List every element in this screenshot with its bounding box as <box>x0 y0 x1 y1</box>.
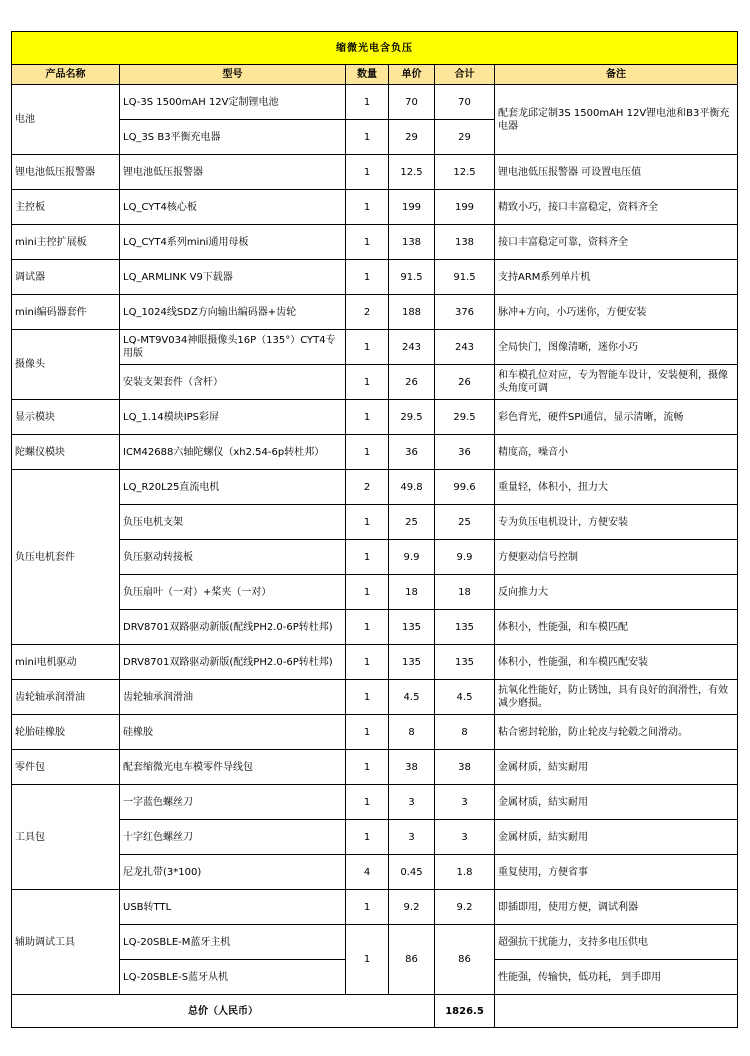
note-cell: 接口丰富稳定可靠，资料齐全 <box>495 225 738 260</box>
qty-cell: 1 <box>346 400 389 435</box>
unit-price-cell: 135 <box>389 610 435 645</box>
table-row <box>12 785 738 820</box>
subtotal-cell: 8 <box>435 715 495 750</box>
unit-price-cell: 38 <box>389 750 435 785</box>
subtotal-cell: 4.5 <box>435 680 495 715</box>
product-name: 辅助调试工具 <box>12 890 120 995</box>
model-cell: 安装支架套件（含杆） <box>120 365 346 400</box>
table-row <box>12 85 738 120</box>
unit-price-cell: 243 <box>389 330 435 365</box>
table-row <box>12 435 738 470</box>
note-cell: 精致小巧，接口丰富稳定，资料齐全 <box>495 190 738 225</box>
unit-price-cell: 25 <box>389 505 435 540</box>
unit-price-cell: 3 <box>389 785 435 820</box>
note-cell: 粘合密封轮胎，防止轮皮与轮毂之间滑动。 <box>495 715 738 750</box>
unit-price-cell: 188 <box>389 295 435 330</box>
qty-cell: 1 <box>346 820 389 855</box>
note-cell: 即插即用，使用方便，调试利器 <box>495 890 738 925</box>
qty-cell: 1 <box>346 365 389 400</box>
model-cell: LQ_R20L25直流电机 <box>120 470 346 505</box>
subtotal-cell: 3 <box>435 820 495 855</box>
unit-price-cell: 86 <box>389 925 435 995</box>
model-cell: 尼龙扎带(3*100) <box>120 855 346 890</box>
header-note: 备注 <box>495 65 738 85</box>
unit-price-cell: 199 <box>389 190 435 225</box>
product-name: 摄像头 <box>12 330 120 400</box>
subtotal-cell: 9.2 <box>435 890 495 925</box>
table-row <box>12 925 738 960</box>
product-name: 齿轮轴承润滑油 <box>12 680 120 715</box>
product-name: 陀螺仪模块 <box>12 435 120 470</box>
sheet-title: 缩微光电含负压 <box>12 32 738 65</box>
qty-cell: 1 <box>346 120 389 155</box>
subtotal-cell: 243 <box>435 330 495 365</box>
subtotal-cell: 26 <box>435 365 495 400</box>
unit-price-cell: 29.5 <box>389 400 435 435</box>
unit-price-cell: 138 <box>389 225 435 260</box>
note-cell: 精度高，噪音小 <box>495 435 738 470</box>
qty-cell: 1 <box>346 330 389 365</box>
product-name: 工具包 <box>12 785 120 890</box>
header-unit-price: 单价 <box>389 65 435 85</box>
subtotal-cell: 3 <box>435 785 495 820</box>
unit-price-cell: 29 <box>389 120 435 155</box>
subtotal-cell: 29.5 <box>435 400 495 435</box>
model-cell: DRV8701双路驱动新版(配线PH2.0-6P转杜邦) <box>120 645 346 680</box>
table-row <box>12 680 738 715</box>
qty-cell: 1 <box>346 890 389 925</box>
total-note-empty <box>495 995 738 1028</box>
note-cell: 金属材质，結实耐用 <box>495 820 738 855</box>
model-cell: 配套缩微光电车模零件导线包 <box>120 750 346 785</box>
quotation-table <box>11 31 738 1028</box>
note-cell: 重量轻，体积小，扭力大 <box>495 470 738 505</box>
unit-price-cell: 36 <box>389 435 435 470</box>
note-cell: 体积小，性能强，和车模匹配 <box>495 610 738 645</box>
model-cell: 负压扇叶（一对）+桨夹（一对） <box>120 575 346 610</box>
qty-cell: 1 <box>346 260 389 295</box>
unit-price-cell: 9.2 <box>389 890 435 925</box>
table-row <box>12 190 738 225</box>
note-cell: 金属材质，結实耐用 <box>495 750 738 785</box>
qty-cell: 1 <box>346 435 389 470</box>
table-row <box>12 365 738 400</box>
unit-price-cell: 91.5 <box>389 260 435 295</box>
table-row <box>12 400 738 435</box>
qty-cell: 1 <box>346 575 389 610</box>
product-name: 轮胎硅橡胶 <box>12 715 120 750</box>
note-cell: 抗氧化性能好，防止锈蚀，具有良好的润滑性，有效减少磨损。 <box>495 680 738 715</box>
qty-cell: 1 <box>346 610 389 645</box>
product-name: mini电机驱动 <box>12 645 120 680</box>
unit-price-cell: 9.9 <box>389 540 435 575</box>
product-name: mini编码器套件 <box>12 295 120 330</box>
table-row <box>12 155 738 190</box>
note-cell: 重复使用，方便省事 <box>495 855 738 890</box>
subtotal-cell: 91.5 <box>435 260 495 295</box>
note-cell: 专为负压电机设计，方便安装 <box>495 505 738 540</box>
table-row <box>12 645 738 680</box>
unit-price-cell: 3 <box>389 820 435 855</box>
unit-price-cell: 70 <box>389 85 435 120</box>
unit-price-cell: 49.8 <box>389 470 435 505</box>
subtotal-cell: 12.5 <box>435 155 495 190</box>
subtotal-cell: 138 <box>435 225 495 260</box>
product-name: 主控板 <box>12 190 120 225</box>
unit-price-cell: 0.45 <box>389 855 435 890</box>
subtotal-cell: 99.6 <box>435 470 495 505</box>
subtotal-cell: 38 <box>435 750 495 785</box>
note-cell: 脉冲+方向，小巧迷你，方便安装 <box>495 295 738 330</box>
subtotal-cell: 36 <box>435 435 495 470</box>
model-cell: LQ_CYT4核心板 <box>120 190 346 225</box>
product-name: 负压电机套件 <box>12 470 120 645</box>
model-cell: LQ_CYT4系列mini通用母板 <box>120 225 346 260</box>
subtotal-cell: 376 <box>435 295 495 330</box>
total-label: 总价（人民币） <box>12 995 435 1028</box>
subtotal-cell: 86 <box>435 925 495 995</box>
note-cell: 金属材质，結实耐用 <box>495 785 738 820</box>
note-cell: 超强抗干扰能力，支持多电压供电 <box>495 925 738 960</box>
qty-cell: 4 <box>346 855 389 890</box>
note-cell: 支持ARM系列单片机 <box>495 260 738 295</box>
unit-price-cell: 135 <box>389 645 435 680</box>
qty-cell: 1 <box>346 190 389 225</box>
table-row <box>12 575 738 610</box>
qty-cell: 1 <box>346 85 389 120</box>
note-cell: 反向推力大 <box>495 575 738 610</box>
unit-price-cell: 26 <box>389 365 435 400</box>
model-cell: ICM42688六轴陀螺仪（xh2.54-6p转杜邦） <box>120 435 346 470</box>
qty-cell: 2 <box>346 295 389 330</box>
unit-price-cell: 18 <box>389 575 435 610</box>
model-cell: LQ-20SBLE-S蓝牙从机 <box>120 960 346 995</box>
table-row <box>12 470 738 505</box>
note-cell: 方便驱动信号控制 <box>495 540 738 575</box>
model-cell: 十字红色螺丝刀 <box>120 820 346 855</box>
model-cell: LQ-MT9V034神眼摄像头16P（135°）CYT4专用版 <box>120 330 346 365</box>
header-product: 产品名称 <box>12 65 120 85</box>
qty-cell: 1 <box>346 680 389 715</box>
qty-cell: 1 <box>346 925 389 995</box>
note-cell: 全局快门，图像清晰，迷你小巧 <box>495 330 738 365</box>
table-row <box>12 820 738 855</box>
subtotal-cell: 9.9 <box>435 540 495 575</box>
total-row <box>12 995 738 1028</box>
table-row <box>12 715 738 750</box>
header-model: 型号 <box>120 65 346 85</box>
model-cell: LQ_ARMLINK V9下载器 <box>120 260 346 295</box>
product-name: 电池 <box>12 85 120 155</box>
qty-cell: 1 <box>346 225 389 260</box>
qty-cell: 1 <box>346 155 389 190</box>
header-qty: 数量 <box>346 65 389 85</box>
qty-cell: 1 <box>346 645 389 680</box>
header-row <box>12 65 738 85</box>
unit-price-cell: 8 <box>389 715 435 750</box>
note-cell: 体积小，性能强，和车模匹配安装 <box>495 645 738 680</box>
subtotal-cell: 199 <box>435 190 495 225</box>
table-row <box>12 295 738 330</box>
qty-cell: 1 <box>346 750 389 785</box>
model-cell: 锂电池低压报警器 <box>120 155 346 190</box>
qty-cell: 1 <box>346 505 389 540</box>
note-cell: 性能强，传输快，低功耗， 到手即用 <box>495 960 738 995</box>
subtotal-cell: 1.8 <box>435 855 495 890</box>
qty-cell: 1 <box>346 540 389 575</box>
note-cell: 彩色背光，硬件SPI通信，显示清晰，流畅 <box>495 400 738 435</box>
model-cell: LQ_1024线SDZ方向输出编码器+齿轮 <box>120 295 346 330</box>
unit-price-cell: 4.5 <box>389 680 435 715</box>
model-cell: LQ_3S B3平衡充电器 <box>120 120 346 155</box>
table-row <box>12 225 738 260</box>
table-row <box>12 610 738 645</box>
total-value: 1826.5 <box>435 995 495 1028</box>
model-cell: 一字蓝色螺丝刀 <box>120 785 346 820</box>
table-row <box>12 505 738 540</box>
model-cell: 齿轮轴承润滑油 <box>120 680 346 715</box>
model-cell: 负压驱动转接板 <box>120 540 346 575</box>
table-row <box>12 750 738 785</box>
header-subtotal: 合计 <box>435 65 495 85</box>
subtotal-cell: 70 <box>435 85 495 120</box>
note-cell: 配套龙邱定制3S 1500mAH 12V锂电池和B3平衡充电器 <box>495 85 738 155</box>
table-row <box>12 330 738 365</box>
model-cell: 硅橡胶 <box>120 715 346 750</box>
table-row <box>12 890 738 925</box>
product-name: mini主控扩展板 <box>12 225 120 260</box>
model-cell: LQ_1.14模块IPS彩屏 <box>120 400 346 435</box>
subtotal-cell: 18 <box>435 575 495 610</box>
model-cell: USB转TTL <box>120 890 346 925</box>
subtotal-cell: 135 <box>435 645 495 680</box>
subtotal-cell: 135 <box>435 610 495 645</box>
product-name: 调试器 <box>12 260 120 295</box>
qty-cell: 2 <box>346 470 389 505</box>
unit-price-cell: 12.5 <box>389 155 435 190</box>
model-cell: DRV8701双路驱动新版(配线PH2.0-6P转杜邦) <box>120 610 346 645</box>
note-cell: 锂电池低压报警器 可设置电压值 <box>495 155 738 190</box>
subtotal-cell: 29 <box>435 120 495 155</box>
product-name: 显示模块 <box>12 400 120 435</box>
subtotal-cell: 25 <box>435 505 495 540</box>
model-cell: 负压电机支架 <box>120 505 346 540</box>
product-name: 零件包 <box>12 750 120 785</box>
table-row <box>12 855 738 890</box>
product-name: 锂电池低压报警器 <box>12 155 120 190</box>
model-cell: LQ-20SBLE-M蓝牙主机 <box>120 925 346 960</box>
model-cell: LQ-3S 1500mAH 12V定制锂电池 <box>120 85 346 120</box>
qty-cell: 1 <box>346 715 389 750</box>
table-row <box>12 540 738 575</box>
note-cell: 和车模孔位对应，专为智能车设计，安装便利，摄像头角度可调 <box>495 365 738 400</box>
table-row <box>12 260 738 295</box>
qty-cell: 1 <box>346 785 389 820</box>
